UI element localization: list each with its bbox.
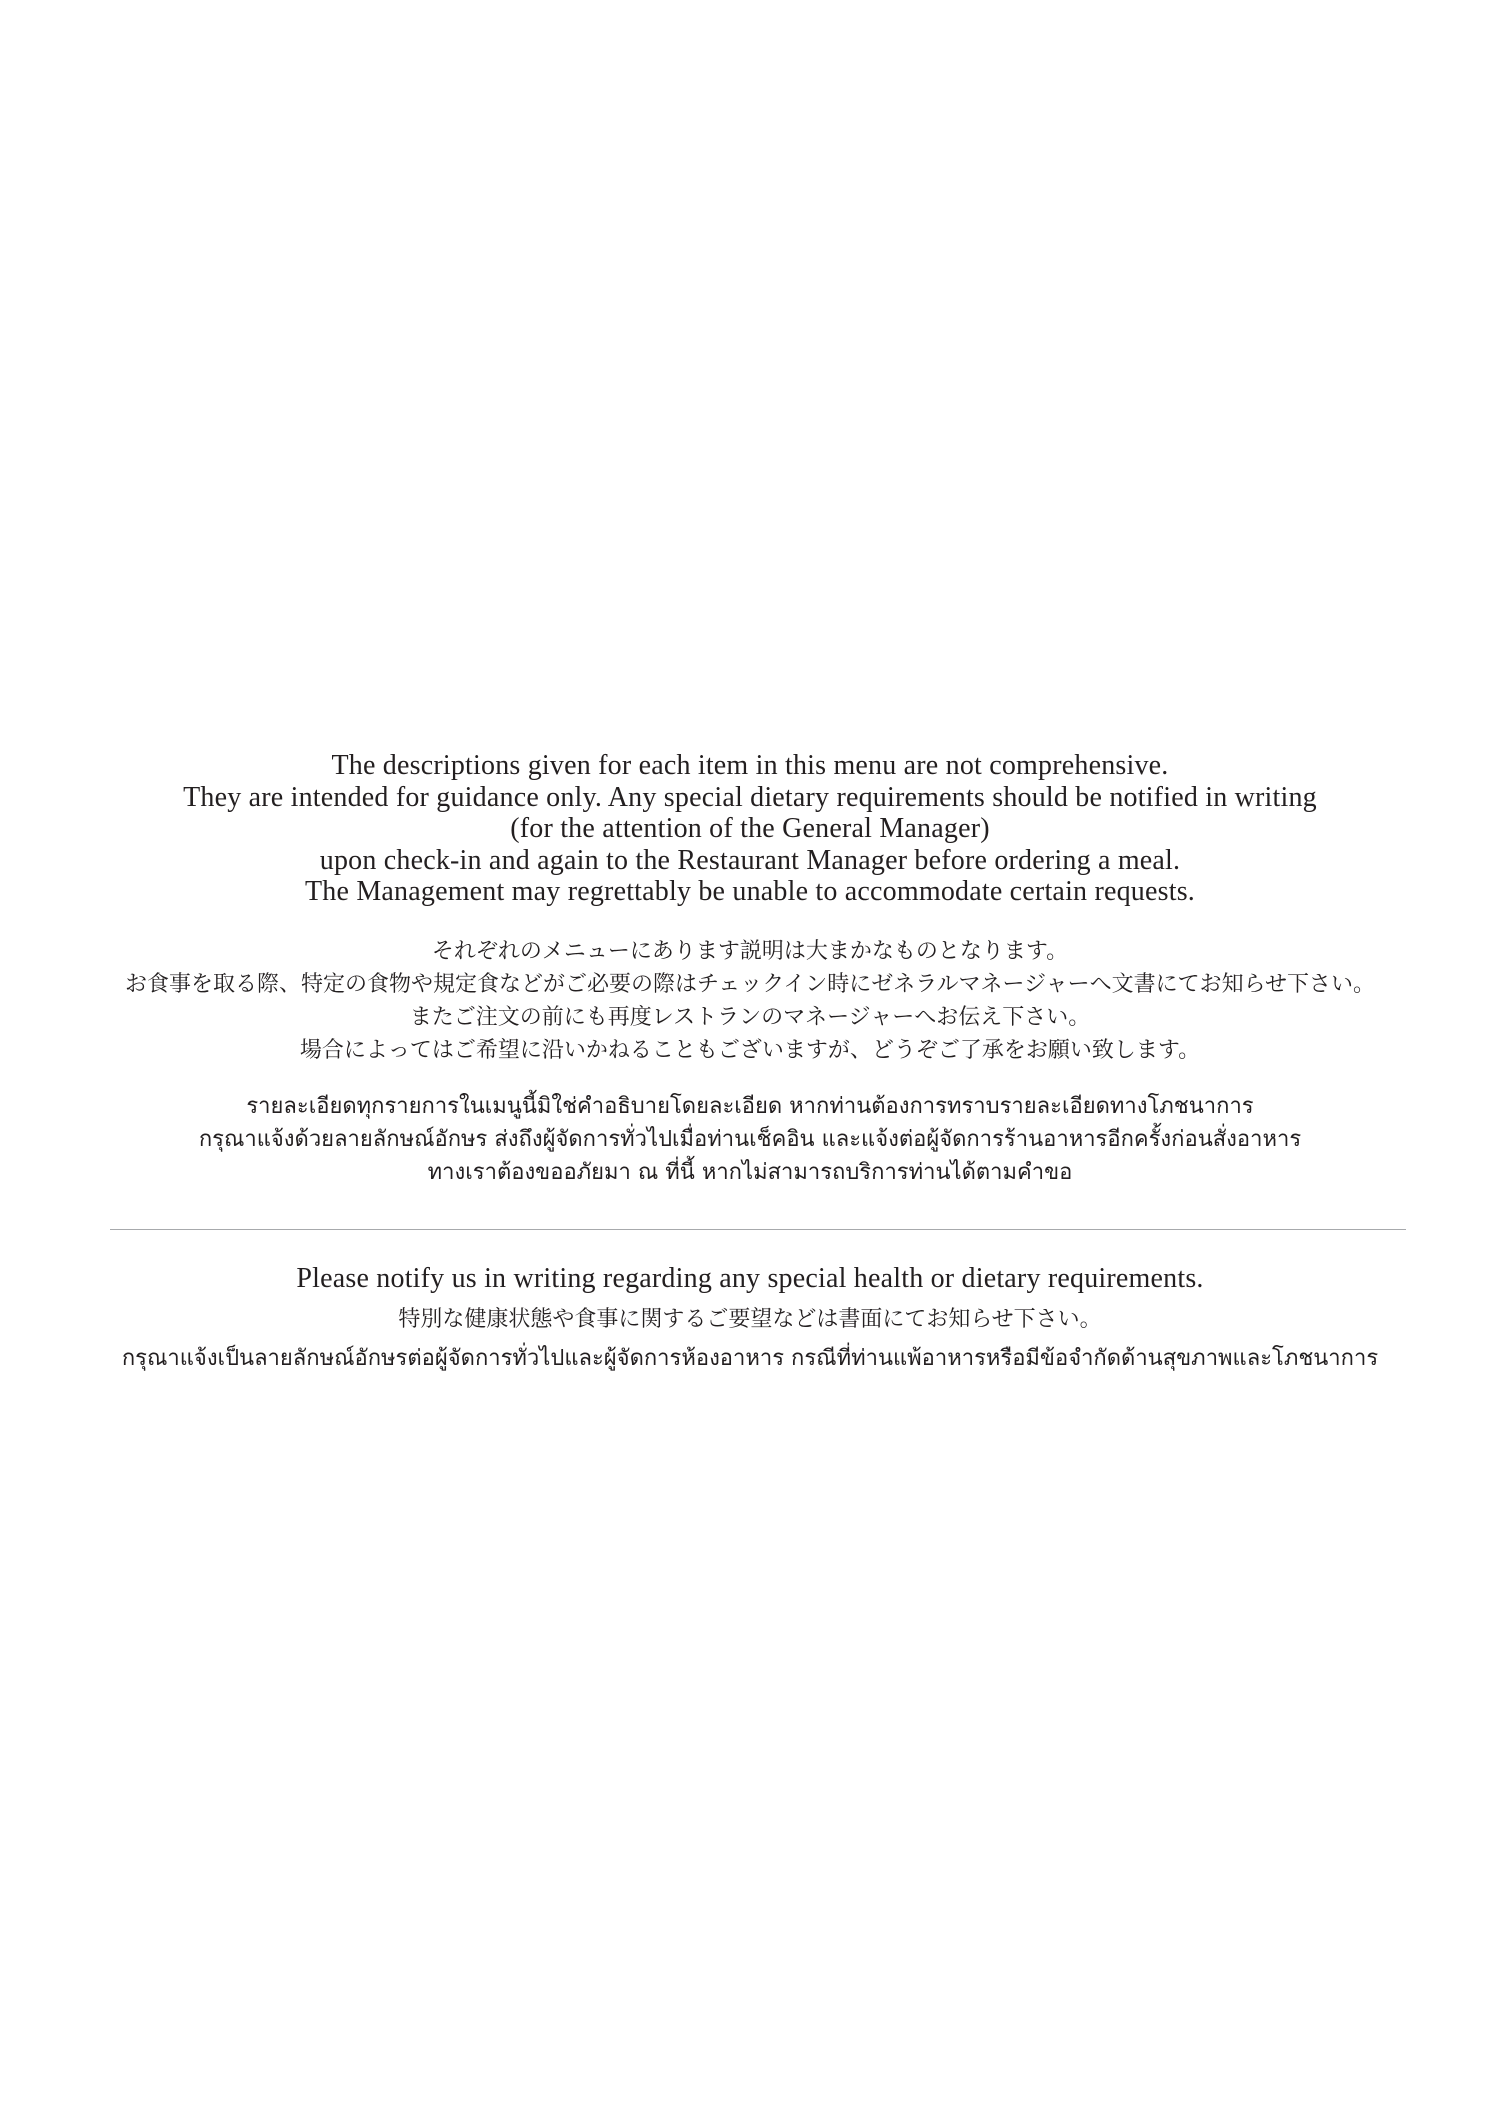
section-divider bbox=[110, 1229, 1406, 1230]
notice-english: Please notify us in writing regarding any special health or dietary requirements. bbox=[296, 1263, 1204, 1294]
disclaimer-english-line: They are intended for guidance only. Any special dietary requirements should be notified in writing bbox=[183, 781, 1317, 813]
notice-japanese: 特別な健康状態や食事に関するご要望などは書面にてお知らせ下さい。 bbox=[398, 1307, 1102, 1332]
notice-thai: กรุณาแจ้งเป็นลายลักษณ์อักษรต่อผู้จัดการทั่วไปและผู้จัดการห้องอาหาร กรณีที่ท่านแพ้อาหารหรือมีข้อจำกัดด้านสุขภาพและโภชนาการ bbox=[121, 1346, 1379, 1371]
disclaimer-english-line: The descriptions given for each item in this menu are not comprehensive. bbox=[331, 750, 1169, 781]
disclaimer-thai-line: กรุณาแจ้งด้วยลายลักษณ์อักษร ส่งถึงผู้จัดการทั่วไปเมื่อท่านเช็คอิน และแจ้งต่อผู้จัดการร้านอาหารอีกครั้งก่อนสั่งอาหาร bbox=[198, 1127, 1302, 1152]
disclaimer-japanese bbox=[0, 935, 1500, 1067]
disclaimer-japanese-line: それぞれのメニューにあります説明は大まかなものとなります。 bbox=[431, 939, 1069, 964]
disclaimer-thai-line: ทางเราต้องขออภัยมา ณ ที่นี้ หากไม่สามารถบริการท่านได้ตามคำขอ bbox=[427, 1160, 1073, 1185]
disclaimer-japanese-line: またご注文の前にも再度レストランのマネージャーへお伝え下さい。 bbox=[409, 1005, 1091, 1030]
disclaimer-thai bbox=[0, 1090, 1500, 1189]
disclaimer-japanese-line: 場合によってはご希望に沿いかねることもございますが、どうぞご了承をお願い致します。 bbox=[299, 1038, 1201, 1063]
disclaimer-english-line: upon check-in and again to the Restaurant Manager before ordering a meal. bbox=[319, 844, 1181, 876]
disclaimer-japanese-line: お食事を取る際、特定の食物や規定食などがご必要の際はチェックイン時にゼネラルマネージャーへ文書にてお知らせ下さい。 bbox=[124, 972, 1376, 997]
disclaimer-english bbox=[0, 750, 1500, 908]
disclaimer-thai-line: รายละเอียดทุกรายการในเมนูนี้มิใช่คำอธิบายโดยละเอียด หากท่านต้องการทราบรายละเอียดทางโภชนาการ bbox=[246, 1094, 1254, 1119]
disclaimer-english-line: (for the attention of the General Manager) bbox=[510, 813, 990, 844]
disclaimer-english-line: The Management may regrettably be unable to accommodate certain requests. bbox=[304, 876, 1195, 907]
